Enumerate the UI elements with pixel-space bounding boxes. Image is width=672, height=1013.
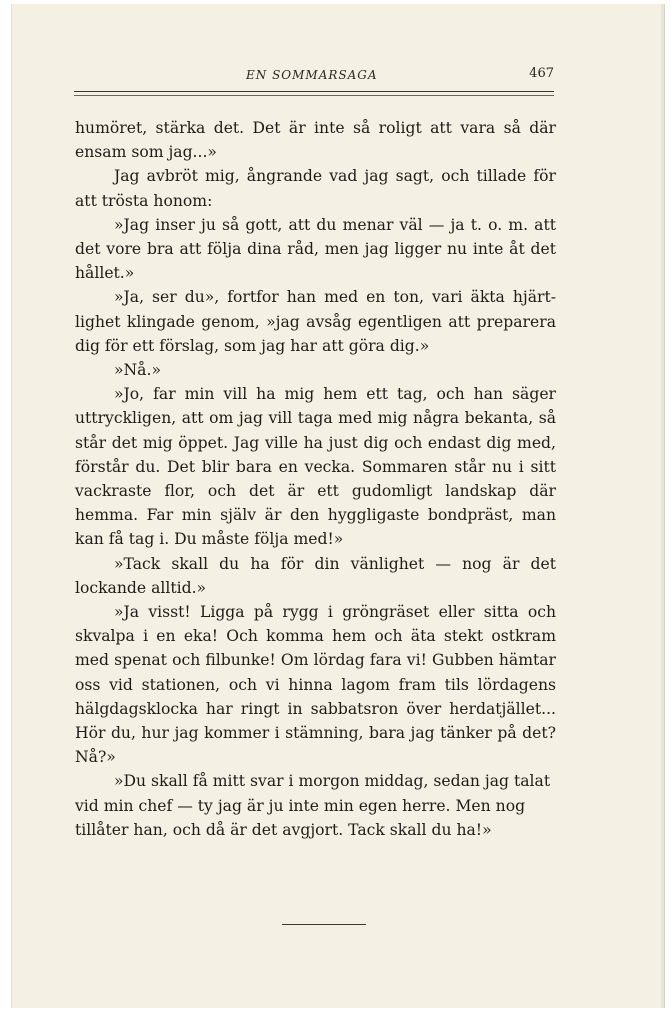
paragraph: Jag avbröt mig, ångrande vad jag sagt, och tillade för att trösta honom: [75,167,556,210]
paragraph: humöret, stärka det. Det är inte så roligt att vara så där ensam som jag...» [75,119,556,162]
paragraph: »Du skall få mitt svar i morgon middag, sedan jag talat vid min chef — ty jag är ju inte min egen herre. Men nog tillåter han, och då är det avgjort. Tack skall du ha!» [75,772,551,839]
paragraph: »Ja visst! Ligga på rygg i gröngräset eller sitta och skvalpa i en eka! Och komma hem och äta stekt ostkram med spenat och filbunke! Om lördag fara vi! Gubben hämtar oss vid stationen, och vi hinna lagom fram tils lördagens hälgdagsklocka har ringt in sabbatsron över herdatjället... Hör du, hur jag kommer i stämning, bara jag tänker på det? Nå?» [75,603,556,767]
book-page [12,4,664,1008]
body-text [75,116,556,842]
running-title: EN SOMMARSAGA [246,68,378,82]
paragraph: »Tack skall du ha för din vänlighet — nog är det lockande alltid.» [75,554,556,597]
header-rule-thin [74,95,554,96]
header-rule [74,91,554,92]
end-rule [282,924,366,925]
page-number: 467 [529,66,554,81]
paragraph: »Ja, ser du», fortfor han med en ton, vari äkta hjärtlighet klingade genom, »jag avsåg egentligen att preparera dig för ett förslag, som jag har att göra dig.» [75,288,556,355]
paragraph: »Jo, far min vill ha mig hem ett tag, och han säger uttryckligen, att om jag vill taga med mig några bekanta, så står det mig öppet. Jag ville ha just dig och endast dig med, förstår du. Det blir bara en vecka. Sommaren står nu i sitt vackraste flor, och det är ett gudomligt landskap där hemma. Far min själv är den hyggligaste bondpräst, man kan få tag i. Du måste följa med!» [75,385,556,549]
paragraph: »Nå.» [114,361,161,380]
paragraph: »Jag inser ju så gott, att du menar väl — ja t. o. m. att det vore bra att följa dina råd, men jag ligger nu inte åt det hållet.» [75,215,556,283]
running-header [74,64,554,86]
page-edge-shadow [661,4,664,1008]
